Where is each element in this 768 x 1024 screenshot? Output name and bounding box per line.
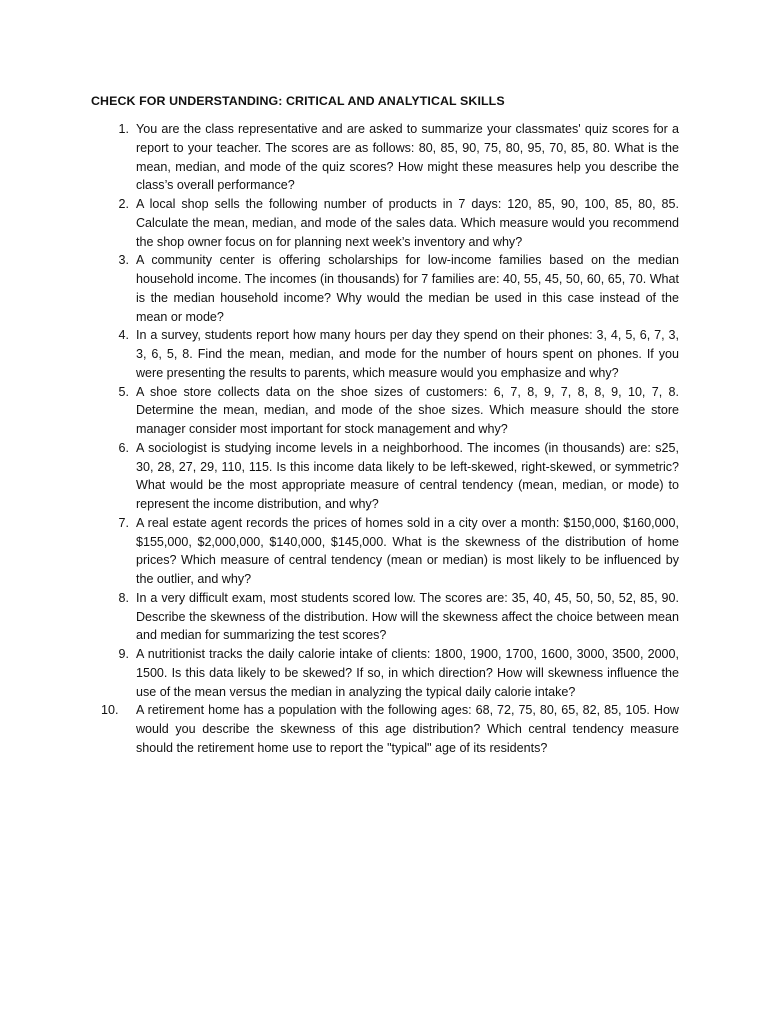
- question-text: A nutritionist tracks the daily calorie intake of clients: 1800, 1900, 1700, 1600, 3000, 3500, 2000, 1500. Is this data likely to be skewed? If so, in which direction? How will skewness influence the use of the mean versus the median in analyzing the typical daily calorie intake?: [136, 647, 679, 699]
- question-list: [91, 120, 679, 758]
- question-item: [91, 251, 679, 326]
- question-item: [91, 439, 679, 514]
- question-number: 8.: [118, 590, 129, 605]
- question-number: 4.: [118, 328, 129, 343]
- question-item: [91, 326, 679, 382]
- question-number: 6.: [118, 440, 129, 455]
- question-number: 3.: [118, 253, 129, 268]
- question-text: You are the class representative and are asked to summarize your classmates' quiz scores for a report to your teacher. The scores are as follows: 80, 85, 90, 75, 80, 95, 70, 85, 80. What is the mean, median, and mode of the quiz scores? How might these measures help you describe the class’s overall performance?: [136, 122, 679, 193]
- question-item: [91, 589, 679, 645]
- question-item: [91, 195, 679, 251]
- question-item: [91, 383, 679, 439]
- document-heading: CHECK FOR UNDERSTANDING: CRITICAL AND ANALYTICAL SKILLS: [91, 94, 505, 108]
- question-number: 9.: [118, 647, 129, 661]
- question-number: 10.: [101, 703, 119, 718]
- question-text: In a survey, students report how many hours per day they spend on their phones: 3, 4, 5, 6, 7, 3, 3, 6, 5, 8. Find the mean, median, and mode for the number of hours spent on phones. If you were presenting the results to parents, which measure would you emphasize and why?: [136, 328, 679, 380]
- question-number: 5.: [118, 384, 129, 399]
- question-item: [91, 645, 679, 701]
- question-item: [91, 514, 679, 589]
- question-text: A real estate agent records the prices of homes sold in a city over a month: $150,000, $160,000, $155,000, $2,000,000, $140,000, $145,000. What is the skewness of the distribution of home prices? Which measure of central tendency (mean or median) is most likely to be influenced by the outlier, and why?: [136, 515, 679, 586]
- question-text: A sociologist is studying income levels in a neighborhood. The incomes (in thousands) are: s25, 30, 28, 27, 29, 110, 115. Is this income data likely to be left-skewed, right-skewed, or symmetric? What would be the most appropriate measure of central tendency (mean, median, or mode) to represent the income distribution, and why?: [136, 440, 679, 511]
- question-text: A retirement home has a population with the following ages: 68, 72, 75, 80, 65, 82, 85, 105. How would you describe the skewness of this age distribution? Which central tendency measure should the retirement home use to report the "typical" age of its residents?: [136, 703, 679, 755]
- question-text: A local shop sells the following number of products in 7 days: 120, 85, 90, 100, 85, 80, 85. Calculate the mean, median, and mode of the sales data. Which measure would you recommend the shop owner focus on for planning next week’s inventory and why?: [136, 197, 679, 249]
- question-text: In a very difficult exam, most students scored low. The scores are: 35, 40, 45, 50, 50, 52, 85, 90. Describe the skewness of the distribution. How will the skewness affect the choice between mean and median for summarizing the test scores?: [136, 590, 679, 643]
- question-item: [91, 120, 679, 195]
- question-text: A community center is offering scholarships for low-income families based on the median household income. The incomes (in thousands) for 7 families are: 40, 55, 45, 50, 60, 65, 70. What is the median household income? Why would the median be used in this case instead of the mean or mode?: [136, 253, 679, 324]
- document-content: [91, 93, 679, 758]
- question-number: 7.: [118, 515, 129, 530]
- question-number: 2.: [118, 197, 129, 211]
- question-text: A shoe store collects data on the shoe sizes of customers: 6, 7, 8, 9, 7, 8, 8, 9, 10, 7, 8. Determine the mean, median, and mode of the shoe sizes. Which measure should the store manager consider most important for stock management and why?: [136, 384, 679, 436]
- question-number: 1.: [118, 122, 129, 136]
- question-item: [91, 701, 679, 757]
